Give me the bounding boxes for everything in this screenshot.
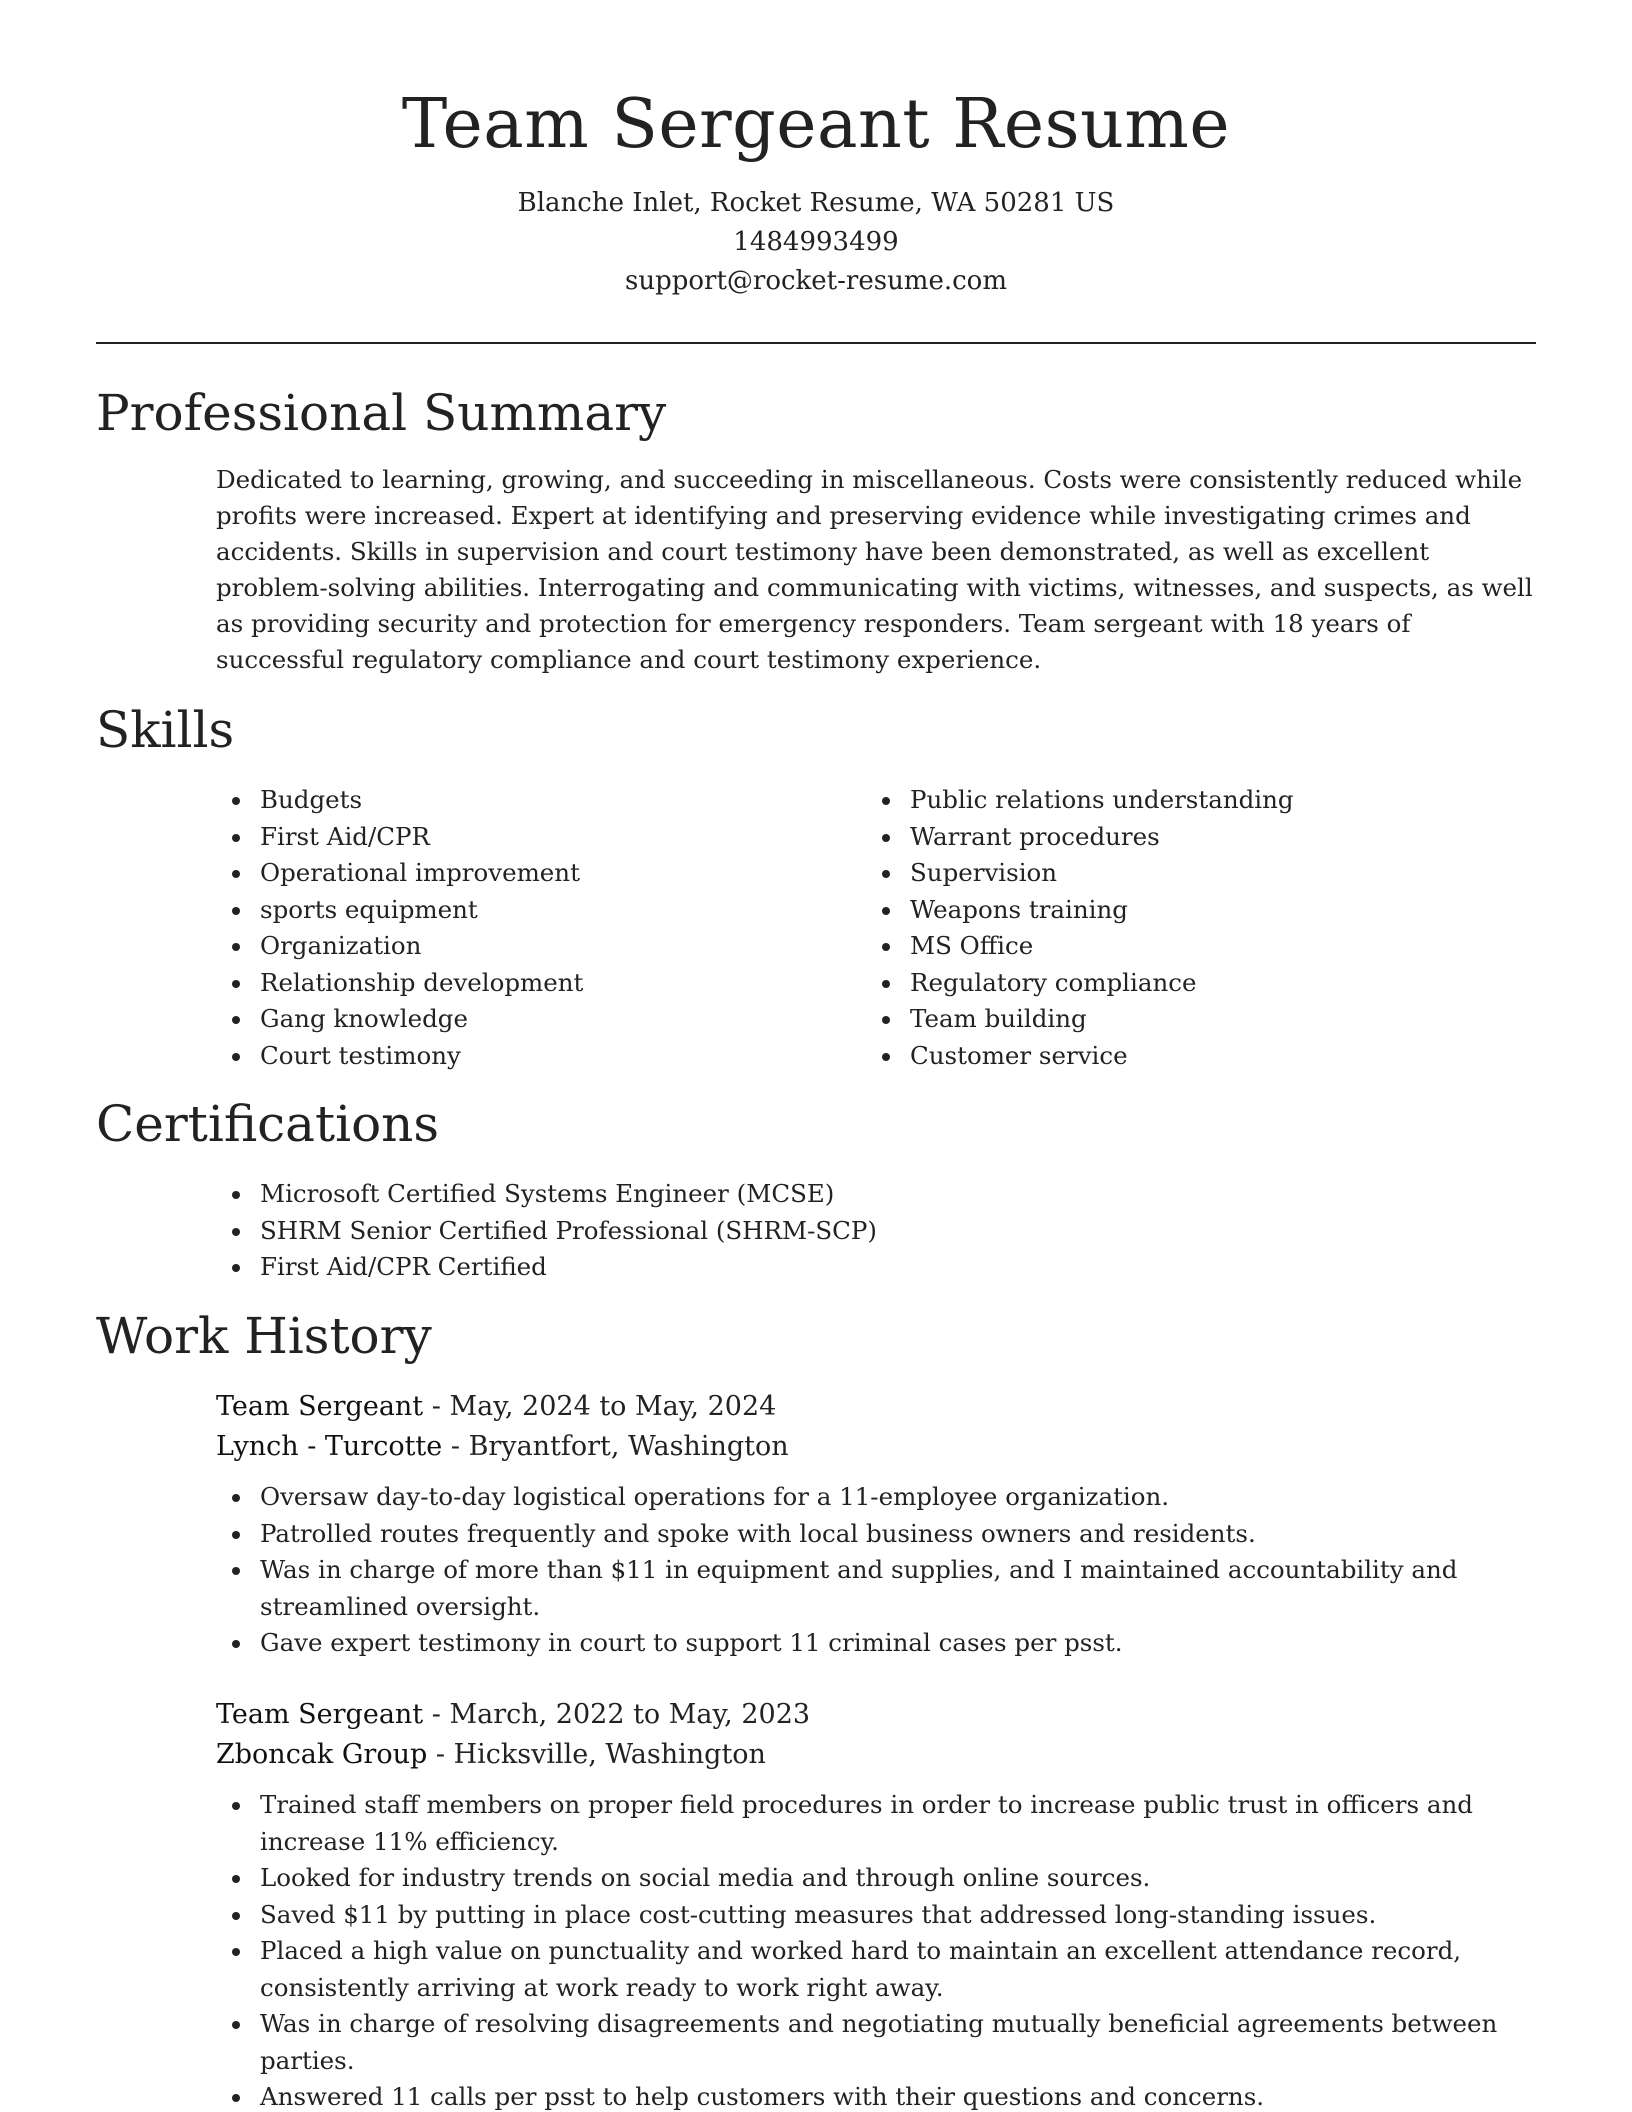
list-item: First Aid/CPR [216, 819, 836, 856]
list-item: Budgets [216, 782, 836, 819]
job-title-line: Team Sergeant - March, 2022 to May, 2023 [216, 1699, 811, 1730]
certifications-heading: Certifications [96, 1095, 440, 1153]
list-item: SHRM Senior Certified Professional (SHRM-SCP) [216, 1213, 1516, 1250]
job-duties [216, 1479, 1538, 1662]
list-item: Gave expert testimony in court to support 11 criminal cases per psst. [216, 1625, 1538, 1662]
contact-phone: 1484993499 [733, 227, 899, 257]
list-item: sports equipment [216, 892, 836, 929]
skills-list-right [866, 782, 1486, 1074]
skills-list-left [216, 782, 836, 1074]
job-entry [216, 1387, 1538, 1662]
job-duties [216, 1787, 1538, 2112]
job-employer-line: Zboncak Group - Hicksville, Washington [216, 1739, 766, 1770]
list-item: Saved $11 by putting in place cost-cutting measures that addressed long-standing issues. [216, 1897, 1538, 1934]
list-item: Organization [216, 928, 836, 965]
list-item: Gang knowledge [216, 1001, 836, 1038]
list-item: Operational improvement [216, 855, 836, 892]
list-item: Patrolled routes frequently and spoke with local business owners and residents. [216, 1516, 1538, 1553]
list-item: Customer service [866, 1038, 1486, 1075]
list-item: MS Office [866, 928, 1486, 965]
list-item: Placed a high value on punctuality and worked hard to maintain an excellent attendance record, consistently arriving at work ready to work right away. [216, 1933, 1538, 2006]
summary-heading: Professional Summary [96, 384, 667, 442]
list-item: Looked for industry trends on social media and through online sources. [216, 1860, 1538, 1897]
skills-heading: Skills [96, 701, 235, 759]
list-item: Court testimony [216, 1038, 836, 1075]
job-employer-line: Lynch - Turcotte - Bryantfort, Washington [216, 1431, 789, 1462]
list-item: Public relations understanding [866, 782, 1486, 819]
list-item: Weapons training [866, 892, 1486, 929]
contact-info [0, 184, 1632, 301]
list-item: Relationship development [216, 965, 836, 1002]
job-entry [216, 1695, 1538, 2112]
job-dates: March, 2022 to May, 2023 [449, 1699, 811, 1730]
list-item: Team building [866, 1001, 1486, 1038]
list-item: Answered 11 calls per psst to help customers with their questions and concerns. [216, 2079, 1538, 2112]
list-item: Warrant procedures [866, 819, 1486, 856]
list-item: Microsoft Certified Systems Engineer (MCSE) [216, 1176, 1516, 1213]
list-item: Supervision [866, 855, 1486, 892]
header-divider [96, 342, 1536, 344]
list-item: Oversaw day-to-day logistical operations for a 11-employee organization. [216, 1479, 1538, 1516]
job-location: Hicksville, Washington [453, 1739, 766, 1770]
job-employer: Lynch - Turcotte [216, 1431, 443, 1462]
job-title-line: Team Sergeant - May, 2024 to May, 2024 [216, 1391, 777, 1422]
job-employer: Zboncak Group [216, 1739, 428, 1770]
resume-header [0, 0, 1632, 301]
list-item: Trained staff members on proper field procedures in order to increase public trust in officers and increase 11% efficiency. [216, 1787, 1538, 1860]
list-item: Was in charge of resolving disagreements and negotiating mutually beneficial agreements between parties. [216, 2006, 1538, 2079]
job-title: Team Sergeant [216, 1391, 424, 1422]
resume-title: Team Sergeant Resume [401, 85, 1231, 164]
work-history-heading: Work History [96, 1307, 432, 1365]
list-item: Regulatory compliance [866, 965, 1486, 1002]
list-item: First Aid/CPR Certified [216, 1249, 1516, 1286]
contact-email: support@rocket-resume.com [624, 266, 1007, 296]
job-dates: May, 2024 to May, 2024 [449, 1391, 777, 1422]
job-title: Team Sergeant [216, 1699, 424, 1730]
job-location: Bryantfort, Washington [468, 1431, 789, 1462]
summary-text: Dedicated to learning, growing, and succeeding in miscellaneous. Costs were consistently reduced while profits were increased. Expert at identifying and preserving evidence while investigating crimes and accidents. Skills in supervision and court testimony have been demonstrated, as well as excellent problem-solving abilities. Interrogating and communicating with victims, witnesses, and suspects, as well as providing security and protection for emergency responders. Team sergeant with 18 years of successful regulatory compliance and court testimony experience. [216, 465, 1533, 674]
contact-address: Blanche Inlet, Rocket Resume, WA 50281 US [517, 188, 1115, 218]
certifications-list [216, 1176, 1516, 1286]
list-item: Was in charge of more than $11 in equipment and supplies, and I maintained accountability and streamlined oversight. [216, 1552, 1538, 1625]
